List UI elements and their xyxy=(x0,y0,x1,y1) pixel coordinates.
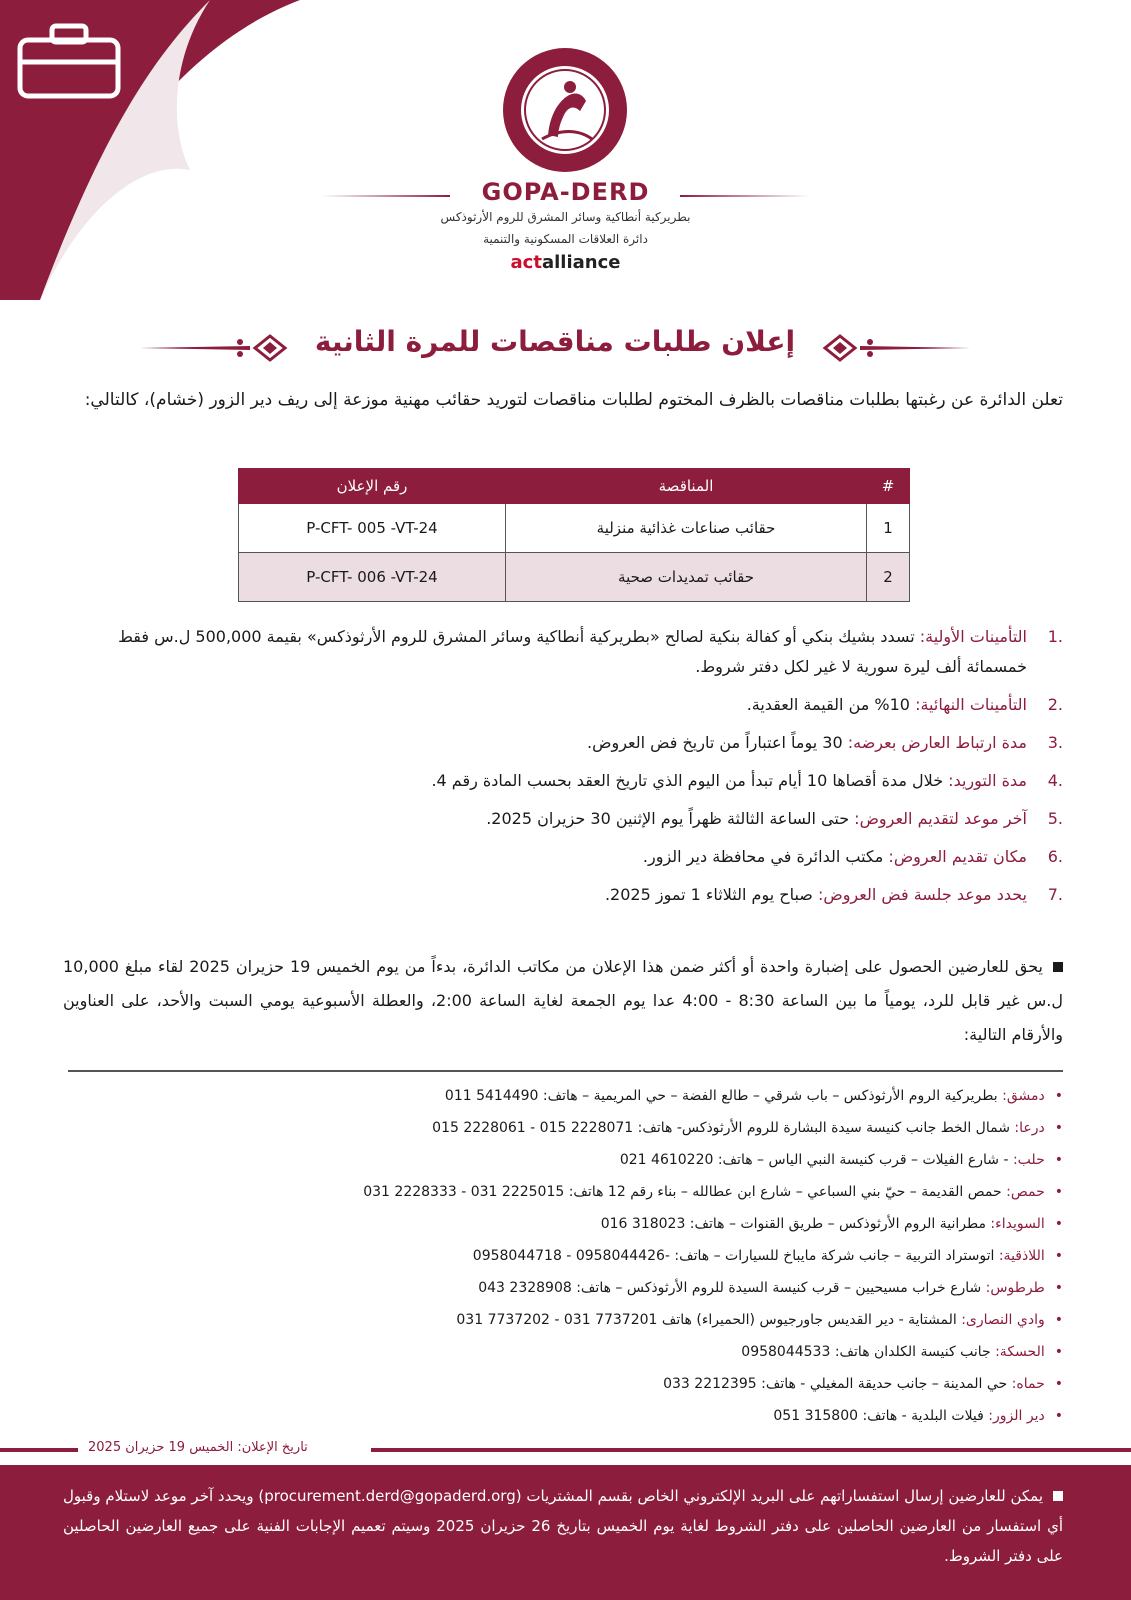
address-city: حلب: xyxy=(1012,1152,1045,1168)
table-row xyxy=(239,504,910,553)
row-number: 2 xyxy=(867,553,910,602)
list-item xyxy=(63,1276,1063,1300)
date-rule-right xyxy=(371,1448,1131,1452)
item-text: تسدد بشيك بنكي أو كفالة بنكية لصالح «بطريركية أنطاكية وسائر المشرق للروم الأرثوذكس» بقيمة 500,000 ل.س فقط خمسمائة ألف ليرة سورية لا غير لكل دفتر شروط. xyxy=(118,627,1027,676)
bullet-icon: • xyxy=(1054,1088,1063,1104)
item-text: خلال مدة أقصاها 10 أيام تبدأ من اليوم الذي تاريخ العقد بحسب المادة رقم 4. xyxy=(431,771,949,790)
announcement-date-bar xyxy=(0,1438,1131,1462)
address-text: شارع خراب مسيحيين – قرب كنيسة السيدة للروم الأرثوذكس – هاتف: 2328908 043 xyxy=(478,1280,986,1296)
address-city: دير الزور: xyxy=(988,1408,1045,1424)
org-line-2: دائرة العلاقات المسكونية والتنمية xyxy=(483,232,648,246)
list-item xyxy=(63,1244,1063,1268)
square-bullet-icon xyxy=(1053,1491,1063,1501)
list-item xyxy=(63,1116,1063,1140)
org-line-1: بطريركية أنطاكية وسائر المشرق للروم الأرثوذكس xyxy=(440,210,691,224)
derd-seal-logo xyxy=(500,45,630,175)
bullet-icon: • xyxy=(1054,1120,1063,1136)
list-item xyxy=(63,1308,1063,1332)
table-row xyxy=(239,553,910,602)
item-number: .6 xyxy=(1047,847,1063,866)
address-text: بطريركية الروم الأرثوذكس – باب شرقي – طالع الفضة – حي المريمية – هاتف: 5414490 011 xyxy=(444,1088,1003,1104)
brand-rule-right xyxy=(680,195,810,197)
item-key: التأمينات الأولية: xyxy=(919,627,1027,646)
square-bullet-icon xyxy=(1053,962,1063,972)
item-text: 10% من القيمة العقدية. xyxy=(746,695,916,714)
bullet-icon: • xyxy=(1054,1280,1063,1296)
item-key: مكان تقديم العروض: xyxy=(888,847,1027,866)
list-item xyxy=(63,1180,1063,1204)
ornament-right-icon xyxy=(810,333,970,363)
address-text: شمال الخط جانب كنيسة سيدة البشارة للروم الأرثوذكس- هاتف: 2228071 015 - 2228061 015 xyxy=(432,1120,1015,1136)
row-ref: P-CFT- 005 -VT-24 xyxy=(239,504,506,553)
announcement-date: تاريخ الإعلان: الخميس 19 حزيران 2025 xyxy=(80,1440,316,1455)
intro-paragraph: تعلن الدائرة عن رغبتها بطلبات مناقصات بالظرف المختوم لطلبات مناقصات لتوريد حقائب مهنية موزعة إلى ريف دير الزور (خشام)، كالتالي: xyxy=(84,390,1063,410)
address-city: حماه: xyxy=(1011,1376,1045,1392)
list-item xyxy=(63,804,1063,834)
bullet-icon: • xyxy=(1054,1152,1063,1168)
address-text: حمص القديمة – حيّ بني السباعي – شارع ابن عطالله – بناء رقم 12 هاتف: 2225015 031 - 2228333 031 xyxy=(363,1184,1007,1200)
bullet-icon: • xyxy=(1054,1376,1063,1392)
list-item xyxy=(63,1340,1063,1364)
col-tender: المناقصة xyxy=(506,469,867,504)
address-text: جانب كنيسة الكلدان هاتف: 0958044533 xyxy=(741,1344,996,1360)
list-item xyxy=(63,880,1063,910)
bullet-icon: • xyxy=(1054,1216,1063,1232)
item-key: التأمينات النهائية: xyxy=(915,695,1027,714)
item-number: .7 xyxy=(1047,885,1063,904)
list-item xyxy=(63,1084,1063,1108)
item-key: يحدد موعد جلسة فض العروض: xyxy=(817,885,1027,904)
address-text: فيلات البلدية - هاتف: 315800 051 xyxy=(773,1408,989,1424)
bullet-icon: • xyxy=(1054,1184,1063,1200)
item-number: .3 xyxy=(1047,733,1063,752)
list-item xyxy=(63,766,1063,796)
item-text: حتى الساعة الثالثة ظهراً يوم الإثنين 30 حزيران 2025. xyxy=(486,809,855,828)
table-header-row xyxy=(239,469,910,504)
footer-text: يمكن للعارضين إرسال استفساراتهم على البريد الإلكتروني الخاص بقسم المشتريات (procurement.derd@gopaderd.org) ويحدد آخر موعد لاستلام وقبول أي استفسار من العارضين الحاصلين على دفتر الشروط لغاية يوم الخميس بتاريخ 26 حزيران 2025 وسيتم تعميم الإجابات الفنية على جميع العارضين الحاصلين على دفتر الشروط. xyxy=(63,1487,1063,1565)
bullet-icon: • xyxy=(1054,1408,1063,1424)
page-title: إعلان طلبات مناقصات للمرة الثانية xyxy=(314,325,796,358)
note-text: يحق للعارضين الحصول على إضبارة واحدة أو أكثر ضمن هذا الإعلان من مكاتب الدائرة، بدءاً من يوم الخميس 19 حزيران 2025 لقاء مبلغ 10,000 ل.س غير قابل للرد، يومياً ما بين الساعة 8:30 - 4:00 عدا يوم الجمعة لغاية الساعة 2:00، والعطلة الأسبوعية يومي السبت والأحد، على العناوين والأرقام التالية: xyxy=(63,957,1063,1044)
address-city: وادي النصارى: xyxy=(961,1312,1045,1328)
item-key: مدة التوريد: xyxy=(948,771,1027,790)
address-city: الحسكة: xyxy=(995,1344,1045,1360)
row-ref: P-CFT- 006 -VT-24 xyxy=(239,553,506,602)
list-item xyxy=(63,622,1063,682)
list-item xyxy=(63,1404,1063,1428)
purchase-note xyxy=(63,950,1063,1052)
item-number: .4 xyxy=(1047,771,1063,790)
act-suffix: alliance xyxy=(541,252,621,273)
act-alliance-logo xyxy=(0,252,1131,273)
item-number: .2 xyxy=(1047,695,1063,714)
address-city: دمشق: xyxy=(1002,1088,1045,1104)
list-item xyxy=(63,1148,1063,1172)
tenders-table xyxy=(238,468,910,602)
address-city: طرطوس: xyxy=(985,1280,1045,1296)
item-key: مدة ارتباط العارض بعرضه: xyxy=(847,733,1027,752)
divider xyxy=(68,1070,1063,1072)
bullet-icon: • xyxy=(1054,1248,1063,1264)
item-text: 30 يوماً اعتباراً من تاريخ فض العروض. xyxy=(587,733,848,752)
address-city: اللاذقية: xyxy=(998,1248,1045,1264)
list-item xyxy=(63,842,1063,872)
item-number: .5 xyxy=(1047,809,1063,828)
bullet-icon: • xyxy=(1054,1312,1063,1328)
list-item xyxy=(63,1212,1063,1236)
address-text: حي المدينة – جانب حديقة المغيلي - هاتف: 2212395 033 xyxy=(663,1376,1012,1392)
list-item xyxy=(63,728,1063,758)
title-block xyxy=(140,325,970,369)
row-tender: حقائب صناعات غذائية منزلية xyxy=(506,504,867,553)
item-number: .1 xyxy=(1047,627,1063,646)
brand-name: GOPA-DERD xyxy=(481,178,650,206)
address-text: مطرانية الروم الأرثوذكس – طريق القنوات – هاتف: 318023 016 xyxy=(600,1216,991,1232)
terms-list xyxy=(63,622,1063,918)
date-rule-left xyxy=(0,1448,78,1452)
briefcase-icon xyxy=(14,22,124,100)
col-ref: رقم الإعلان xyxy=(239,469,506,504)
bullet-icon: • xyxy=(1054,1344,1063,1360)
address-text: اتوستراد التربية – جانب شركة مايباخ للسيارات – هاتف: -0958044426 - 0958044718 xyxy=(472,1248,999,1264)
address-text: المشتاية - دير القديس جاورجيوس (الحميراء) هاتف 7737201 031 - 7737202 031 xyxy=(456,1312,962,1328)
row-number: 1 xyxy=(867,504,910,553)
item-key: آخر موعد لتقديم العروض: xyxy=(854,809,1027,828)
list-item xyxy=(63,690,1063,720)
list-item xyxy=(63,1372,1063,1396)
act-prefix: act xyxy=(510,252,542,273)
footer-band xyxy=(0,1465,1131,1600)
address-text: - شارع الفيلات – قرب كنيسة النبي الياس – هاتف: 4610220 021 xyxy=(619,1152,1013,1168)
item-text: مكتب الدائرة في محافظة دير الزور. xyxy=(642,847,889,866)
address-city: السويداء: xyxy=(990,1216,1045,1232)
row-tender: حقائب تمديدات صحية xyxy=(506,553,867,602)
address-city: درعا: xyxy=(1014,1120,1045,1136)
item-text: صباح يوم الثلاثاء 1 تموز 2025. xyxy=(604,885,818,904)
addresses-list xyxy=(63,1084,1063,1436)
footer-paragraph xyxy=(63,1481,1063,1571)
col-number: # xyxy=(867,469,910,504)
address-city: حمص: xyxy=(1006,1184,1045,1200)
